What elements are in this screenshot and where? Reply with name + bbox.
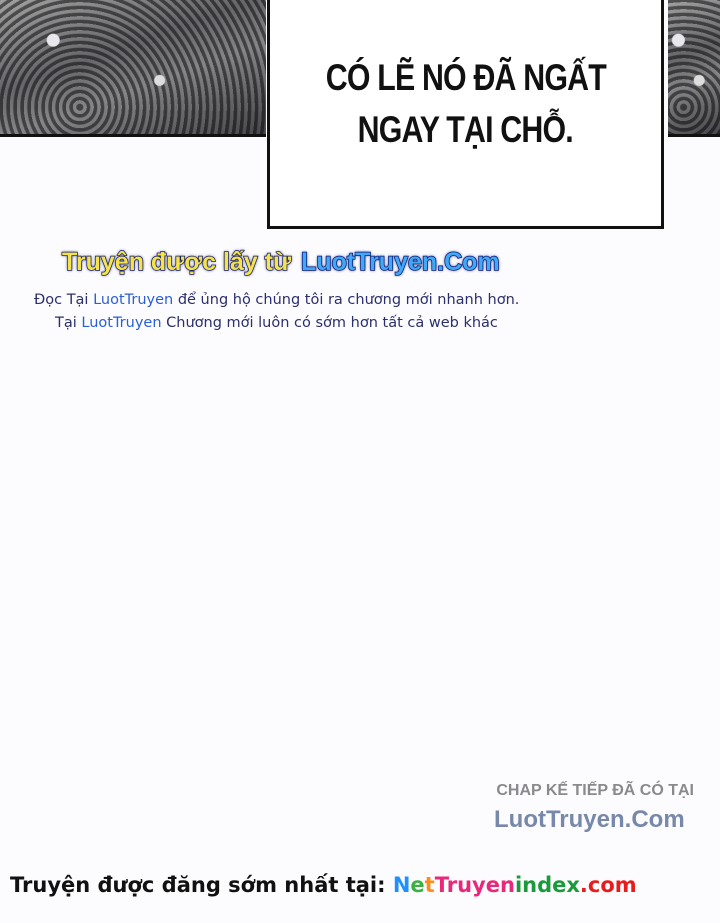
speech-line-2: NGAY TẠI CHỖ. <box>357 109 574 150</box>
promo-text: Đọc Tại <box>34 292 94 308</box>
footer-site-part: N <box>392 873 411 897</box>
next-chapter-label: CHAP KẾ TIẾP ĐÃ CÓ TẠI <box>496 782 694 799</box>
speech-box <box>267 0 664 229</box>
comic-panel-art-right <box>668 0 720 137</box>
promo-heading-site-link[interactable]: LuotTruyen.Com <box>301 248 500 276</box>
promo-text: Tại <box>55 315 82 331</box>
promo-banner <box>0 240 580 340</box>
footer-site-part: t <box>424 873 435 897</box>
footer-site-part: Truyen <box>434 873 515 897</box>
footer-banner <box>10 873 637 897</box>
promo-link[interactable]: LuotTruyen <box>81 315 162 331</box>
promo-line-2 <box>55 315 498 331</box>
promo-text: Chương mới luôn có sớm hơn tất cả web khác <box>161 315 498 331</box>
promo-heading <box>62 248 500 277</box>
promo-link[interactable]: LuotTruyen <box>93 292 174 308</box>
speech-line-1: CÓ LẼ NÓ ĐÃ NGẤT <box>325 57 606 98</box>
promo-line-1 <box>34 292 519 308</box>
footer-site-part: index <box>514 873 580 897</box>
next-chapter-site-link[interactable]: LuotTruyen.Com <box>494 806 685 833</box>
footer-text: Truyện được đăng sớm nhất tại: <box>10 873 393 897</box>
promo-text: để ủng hộ chúng tôi ra chương mới nhanh hơn. <box>173 292 520 308</box>
footer-site-part: e <box>410 873 425 897</box>
footer-site-link[interactable] <box>393 873 637 897</box>
comic-panel-art-left <box>0 0 266 137</box>
footer-site-part: .com <box>579 873 637 897</box>
promo-heading-prefix: Truyện được lấy từ <box>62 248 292 276</box>
